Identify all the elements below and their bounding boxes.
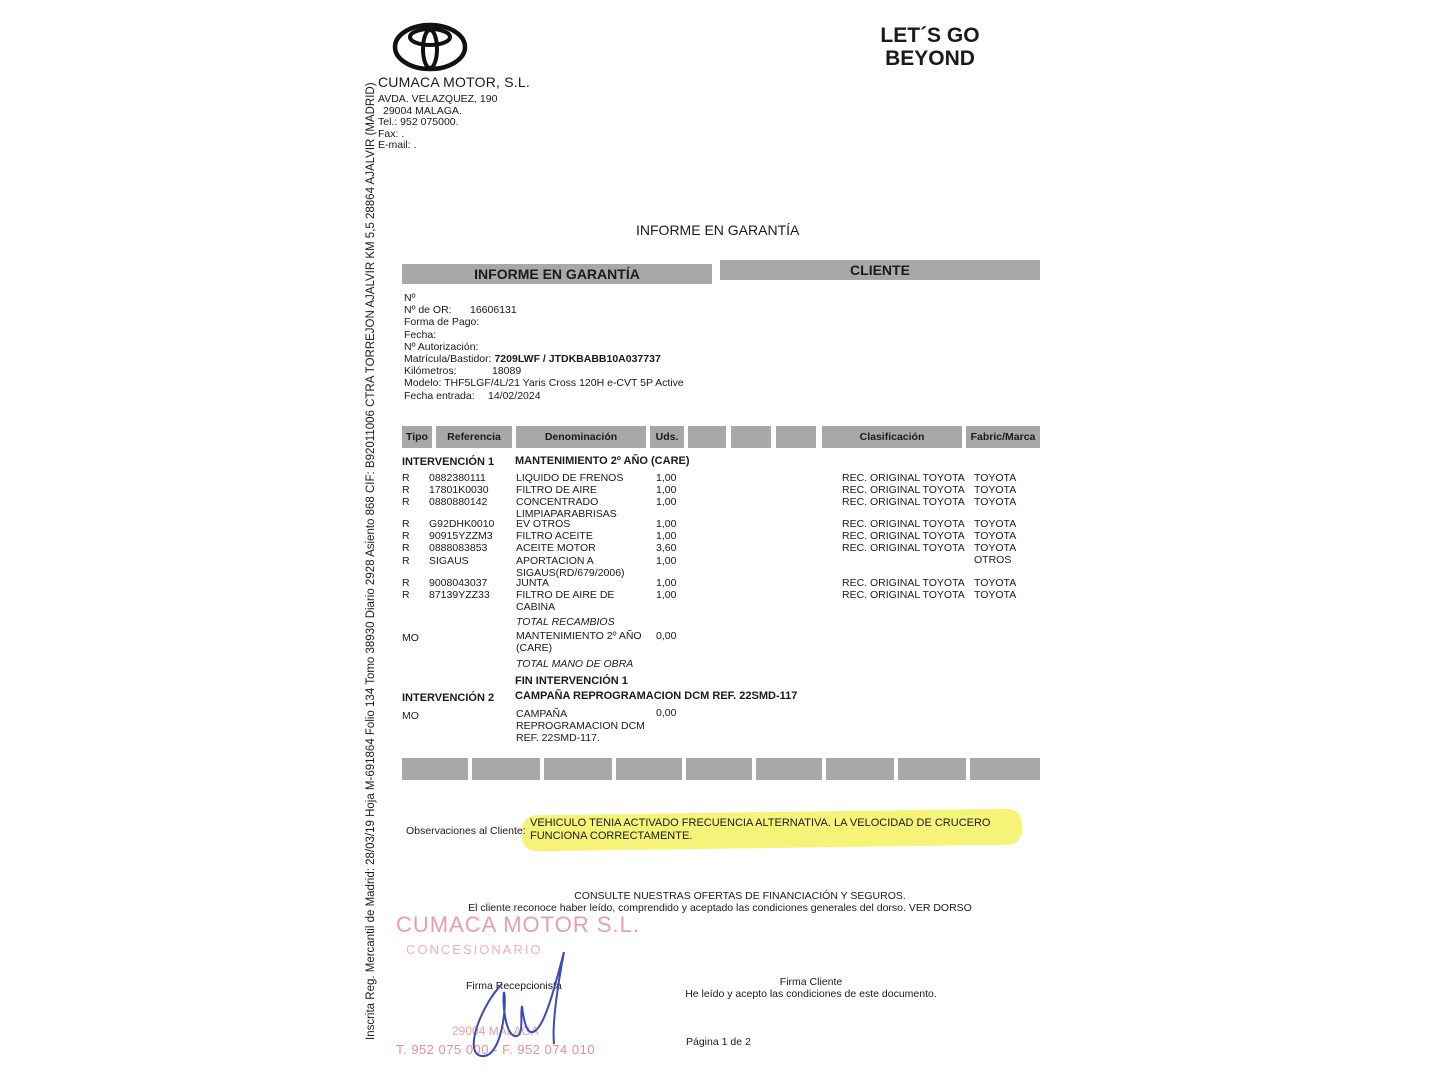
part-referencia: 17801K0030 (429, 484, 489, 496)
part-uds: 3,60 (656, 542, 677, 554)
col-tipo: Tipo (402, 426, 432, 448)
part-clasificacion: REC. ORIGINAL TOYOTA (842, 542, 965, 554)
intervention-2-title: CAMPAÑA REPROGRAMACION DCM REF. 22SMD-117 (515, 690, 798, 702)
total-recambios: TOTAL RECAMBIOS (516, 616, 615, 628)
part-uds: 1,00 (656, 555, 677, 567)
footer-bar-4 (616, 758, 682, 780)
intervention-1-title: MANTENIMIENTO 2º AÑO (CARE) (515, 455, 690, 467)
part-tipo: R (402, 496, 410, 508)
dealer-stamp-name: CUMACA MOTOR S.L. (396, 912, 640, 937)
mo-1-denominacion: MANTENIMIENTO 2º AÑO (CARE) (516, 630, 642, 654)
col-blank-2 (731, 426, 771, 448)
document-title: INFORME EN GARANTÍA (636, 222, 800, 238)
part-clasificacion: REC. ORIGINAL TOYOTA (842, 530, 965, 542)
part-denominacion: FILTRO DE AIRE DE CABINA (516, 589, 615, 613)
part-marca: TOYOTA (974, 530, 1017, 542)
slogan: LET´S GO BEYOND (880, 24, 980, 70)
company-address: AVDA. VELAZQUEZ, 190 29004 MALAGA. Tel.: 952 075000. Fax: . E-mail: . (378, 93, 498, 151)
footer-bar-5 (686, 758, 752, 780)
footer-bar-3 (544, 758, 612, 780)
part-clasificacion: REC. ORIGINAL TOYOTA (842, 577, 965, 589)
part-referencia: 0880880142 (429, 496, 488, 508)
part-uds: 1,00 (656, 589, 677, 601)
footer-bar-7 (826, 758, 894, 780)
part-uds: 1,00 (656, 496, 677, 508)
part-marca: TOYOTA (974, 589, 1017, 601)
part-referencia: 0882380111 (429, 472, 486, 484)
receptionist-signature-label: Firma Recepcionista (466, 980, 562, 992)
mo-2-tipo: MO (402, 710, 419, 722)
col-referencia: Referencia (436, 426, 512, 448)
toyota-logo-icon (392, 22, 468, 72)
dealer-stamp-city: 29004 MALAGA (452, 1024, 539, 1038)
part-marca: TOYOTA (974, 518, 1017, 530)
col-fabricante: Fabric/Marca (966, 426, 1040, 448)
consult-text: CONSULTE NUESTRAS OFERTAS DE FINANCIACIÓN Y SEGUROS. El cliente reconoce haber leído, comprendido y aceptado las condiciones generales del dorso. VER DORSO (468, 890, 972, 914)
registry-note: Inscrita Reg. Mercantil de Madrid: 28/03/19 Hoja M-691864 Folio 134 Tomo 38930 Diario 2928 Asiento 868 CIF: B92011006 CTRA TORREJON AJALVIR KM 5,5 28864 AJALVIR (MADRID) (365, 82, 377, 1040)
part-uds: 1,00 (656, 472, 677, 484)
client-bar: CLIENTE (720, 260, 1040, 280)
part-denominacion: FILTRO ACEITE (516, 530, 593, 542)
part-tipo: R (402, 542, 410, 554)
part-clasificacion: REC. ORIGINAL TOYOTA (842, 472, 965, 484)
dealer-stamp-subtitle: CONCESIONARIO (406, 942, 543, 957)
footer-bar-8 (898, 758, 966, 780)
part-denominacion: APORTACION A SIGAUS(RD/679/2006) (516, 555, 625, 579)
footer-bar-2 (472, 758, 540, 780)
part-referencia: 90915YZZM3 (429, 530, 493, 542)
part-marca: TOYOTA (974, 472, 1017, 484)
part-marca: TOYOTA OTROS (974, 542, 1017, 566)
part-marca: TOYOTA (974, 496, 1017, 508)
part-tipo: R (402, 577, 410, 589)
part-referencia: G92DHK0010 (429, 518, 495, 530)
mo-1-uds: 0,00 (656, 630, 677, 642)
col-uds: Uds. (650, 426, 684, 448)
part-clasificacion: REC. ORIGINAL TOYOTA (842, 496, 965, 508)
part-denominacion: JUNTA (516, 577, 550, 589)
part-marca: TOYOTA (974, 577, 1017, 589)
mo-2-uds: 0,00 (656, 707, 677, 719)
footer-bar-1 (402, 758, 468, 780)
part-uds: 1,00 (656, 518, 677, 530)
part-referencia: 0888083853 (429, 542, 488, 554)
footer-bar-9 (970, 758, 1040, 780)
handwritten-signature (462, 944, 582, 1064)
col-clasificacion: Clasificación (822, 426, 962, 448)
part-denominacion: EV OTROS (516, 518, 571, 530)
part-tipo: R (402, 484, 410, 496)
part-referencia: 9008043037 (429, 577, 488, 589)
part-uds: 1,00 (656, 484, 677, 496)
part-denominacion: FILTRO DE AIRE (516, 484, 597, 496)
fin-intervention-1: FIN INTERVENCIÓN 1 (515, 675, 628, 687)
part-referencia: 87139YZZ33 (429, 589, 490, 601)
intervention-1-label: INTERVENCIÓN 1 (402, 456, 495, 468)
col-denominacion: Denominación (516, 426, 646, 448)
part-clasificacion: REC. ORIGINAL TOYOTA (842, 484, 965, 496)
dealer-stamp-phone: T. 952 075 000 - F. 952 074 010 (396, 1042, 596, 1057)
page-number: Página 1 de 2 (686, 1036, 751, 1048)
part-tipo: R (402, 518, 410, 530)
part-marca: TOYOTA (974, 484, 1017, 496)
part-clasificacion: REC. ORIGINAL TOYOTA (842, 589, 965, 601)
col-blank-3 (776, 426, 816, 448)
part-uds: 1,00 (656, 530, 677, 542)
part-uds: 1,00 (656, 577, 677, 589)
part-tipo: R (402, 555, 410, 567)
company-name: CUMACA MOTOR, S.L. (378, 74, 530, 90)
order-info: Nº Nº de OR: 16606131 Forma de Pago: Fecha: Nº Autorización: Matrícula/Bastidor: 7209LWF / JTDKBABB10A037737 Kilómetros: 18089 Modelo: THF5LGF/4L/21 Yaris Cross 120H e-CVT 5P Active Fecha entrada: 14/02/2024 (404, 292, 684, 402)
observations-label: Observaciones al Cliente: (406, 825, 526, 837)
part-denominacion: ACEITE MOTOR (516, 542, 596, 554)
total-mano-obra: TOTAL MANO DE OBRA (516, 658, 634, 670)
col-blank-1 (688, 426, 726, 448)
part-denominacion: CONCENTRADO LIMPIAPARABRISAS (516, 496, 617, 520)
observations-text: VEHICULO TENIA ACTIVADO FRECUENCIA ALTERNATIVA. LA VELOCIDAD DE CRUCERO FUNCIONA CORRECTAMENTE. (530, 817, 991, 842)
part-referencia: SIGAUS (429, 555, 469, 567)
footer-bar-6 (756, 758, 822, 780)
mo-1-tipo: MO (402, 632, 419, 644)
part-tipo: R (402, 589, 410, 601)
part-tipo: R (402, 472, 410, 484)
warranty-bar: INFORME EN GARANTÍA (402, 264, 712, 284)
part-clasificacion: REC. ORIGINAL TOYOTA (842, 518, 965, 530)
part-denominacion: LIQUIDO DE FRENOS (516, 472, 624, 484)
client-signature-block: Firma Cliente He leído y acepto las condiciones de este documento. (685, 976, 937, 1000)
part-tipo: R (402, 530, 410, 542)
mo-2-denominacion: CAMPAÑA REPROGRAMACION DCM REF. 22SMD-117. (516, 708, 645, 744)
intervention-2-label: INTERVENCIÓN 2 (402, 692, 495, 704)
